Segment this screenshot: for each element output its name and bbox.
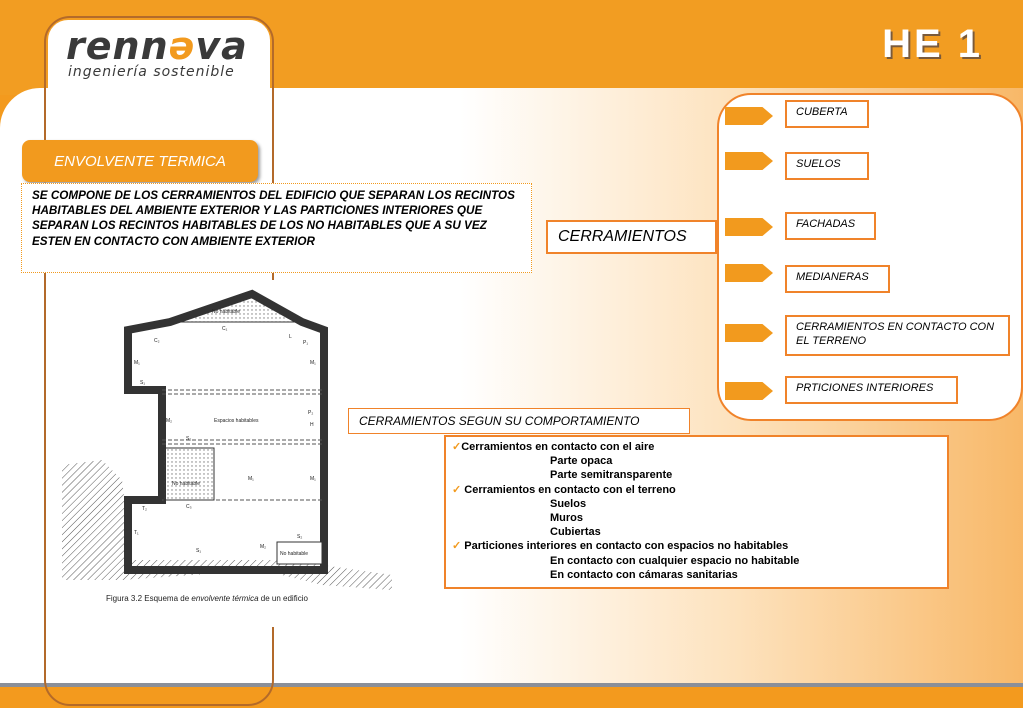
caption-emphasis: envolvente térmica: [191, 594, 259, 603]
label-m1-right: M₁: [310, 360, 316, 366]
label-m2: M₂: [166, 418, 173, 424]
section-description: SE COMPONE DE LOS CERRAMIENTOS DEL EDIFICIO QUE SEPARAN LOS RECINTOS HABITABLES DEL AMBIENTE EXTERIOR Y LAS PARTICIONES INTERIORES QUE SEPARAN LOS RECINTOS HABITABLES DE LOS NO HABITABLES QUE A SU VEZ ESTEN EN CONTACTO CON AMBIENTE EXTERIOR: [21, 183, 532, 273]
label-s2-bottom: S₂: [297, 534, 303, 540]
label-p2: P₂: [308, 410, 314, 416]
category-cuberta: CUBERTA: [785, 100, 869, 128]
cerramientos-label: CERRAMIENTOS: [546, 220, 717, 254]
label-s1-bottom: S₁: [196, 548, 202, 554]
section-title: ENVOLVENTE TERMICA: [22, 140, 258, 182]
checkmark-icon: ✓: [452, 540, 462, 553]
list-item: [452, 539, 947, 553]
label-s2: S₂: [186, 436, 192, 442]
label-t1: T₁: [134, 530, 139, 536]
label-no-habitable-mid: No habitable: [172, 481, 201, 487]
logo-text-start: renn: [66, 24, 169, 68]
category-fachadas: FACHADAS: [785, 212, 876, 240]
label-c2: C₂: [154, 338, 160, 344]
list-subitem: En contacto con cámaras sanitarias: [550, 568, 738, 581]
label-s1: S₁: [140, 380, 146, 386]
label-m1-left: M₁: [134, 360, 140, 366]
checkmark-icon: ✓: [452, 483, 462, 496]
categories-panel: [717, 93, 1023, 421]
category-terreno: CERRAMIENTOS EN CONTACTO CON EL TERRENO: [785, 315, 1010, 356]
label-h: H: [310, 422, 314, 428]
logo-subtitle: ingeniería sostenible: [68, 64, 235, 80]
caption-prefix: Figura 3.2 Esquema de: [106, 594, 192, 603]
label-m1-mid: M₁: [248, 476, 254, 482]
building-diagram: [62, 280, 412, 627]
checkmark-icon: ✓: [452, 441, 462, 453]
unheated-room: [164, 448, 214, 500]
behaviour-title: CERRAMIENTOS SEGUN SU COMPORTAMIENTO: [348, 408, 690, 434]
list-subitem: Parte opaca: [550, 455, 613, 468]
list-item: [452, 483, 947, 497]
page-title: HE 1: [882, 22, 983, 66]
logo-text-end: va: [195, 24, 248, 68]
label-no-habitable-low: No habitable: [280, 551, 309, 557]
logo: [66, 24, 248, 68]
category-suelos: SUELOS: [785, 152, 869, 180]
label-t2: T₂: [142, 506, 147, 512]
label-l: L: [289, 334, 292, 340]
behaviour-list: [444, 435, 949, 589]
list-subitem: En contacto con cualquier espacio no habitable: [550, 554, 800, 567]
label-espacios-habitables: Espacios habitables: [214, 418, 259, 424]
list-subitem: Suelos: [550, 497, 587, 510]
list-item-label: Cerramientos en contacto con el terreno: [461, 483, 676, 496]
list-subitem: Parte semitransparente: [550, 469, 673, 482]
list-item-label: Particiones interiores en contacto con espacios no habitables: [461, 540, 789, 553]
label-m2-bottom: M₂: [260, 544, 267, 550]
label-c1: C₁: [222, 326, 228, 332]
category-medianeras: MEDIANERAS: [785, 265, 890, 293]
list-item: [452, 440, 947, 454]
label-m1-mid-right: M₁: [310, 476, 316, 482]
caption-suffix: de un edificio: [258, 594, 308, 603]
building-section: [128, 294, 324, 570]
list-item-label: Cerramientos en contacto con el aire: [461, 441, 655, 453]
label-c3: C₃: [186, 504, 192, 510]
list-subitem: Cubiertas: [550, 526, 601, 539]
logo-swoosh-letter: ə: [168, 24, 196, 68]
label-no-habitable-top: No habitable: [212, 309, 241, 315]
category-particiones: PRTICIONES INTERIORES: [785, 376, 958, 404]
label-p1: P₁: [303, 340, 309, 346]
figure-caption: [106, 594, 308, 603]
list-subitem: Muros: [550, 512, 583, 525]
